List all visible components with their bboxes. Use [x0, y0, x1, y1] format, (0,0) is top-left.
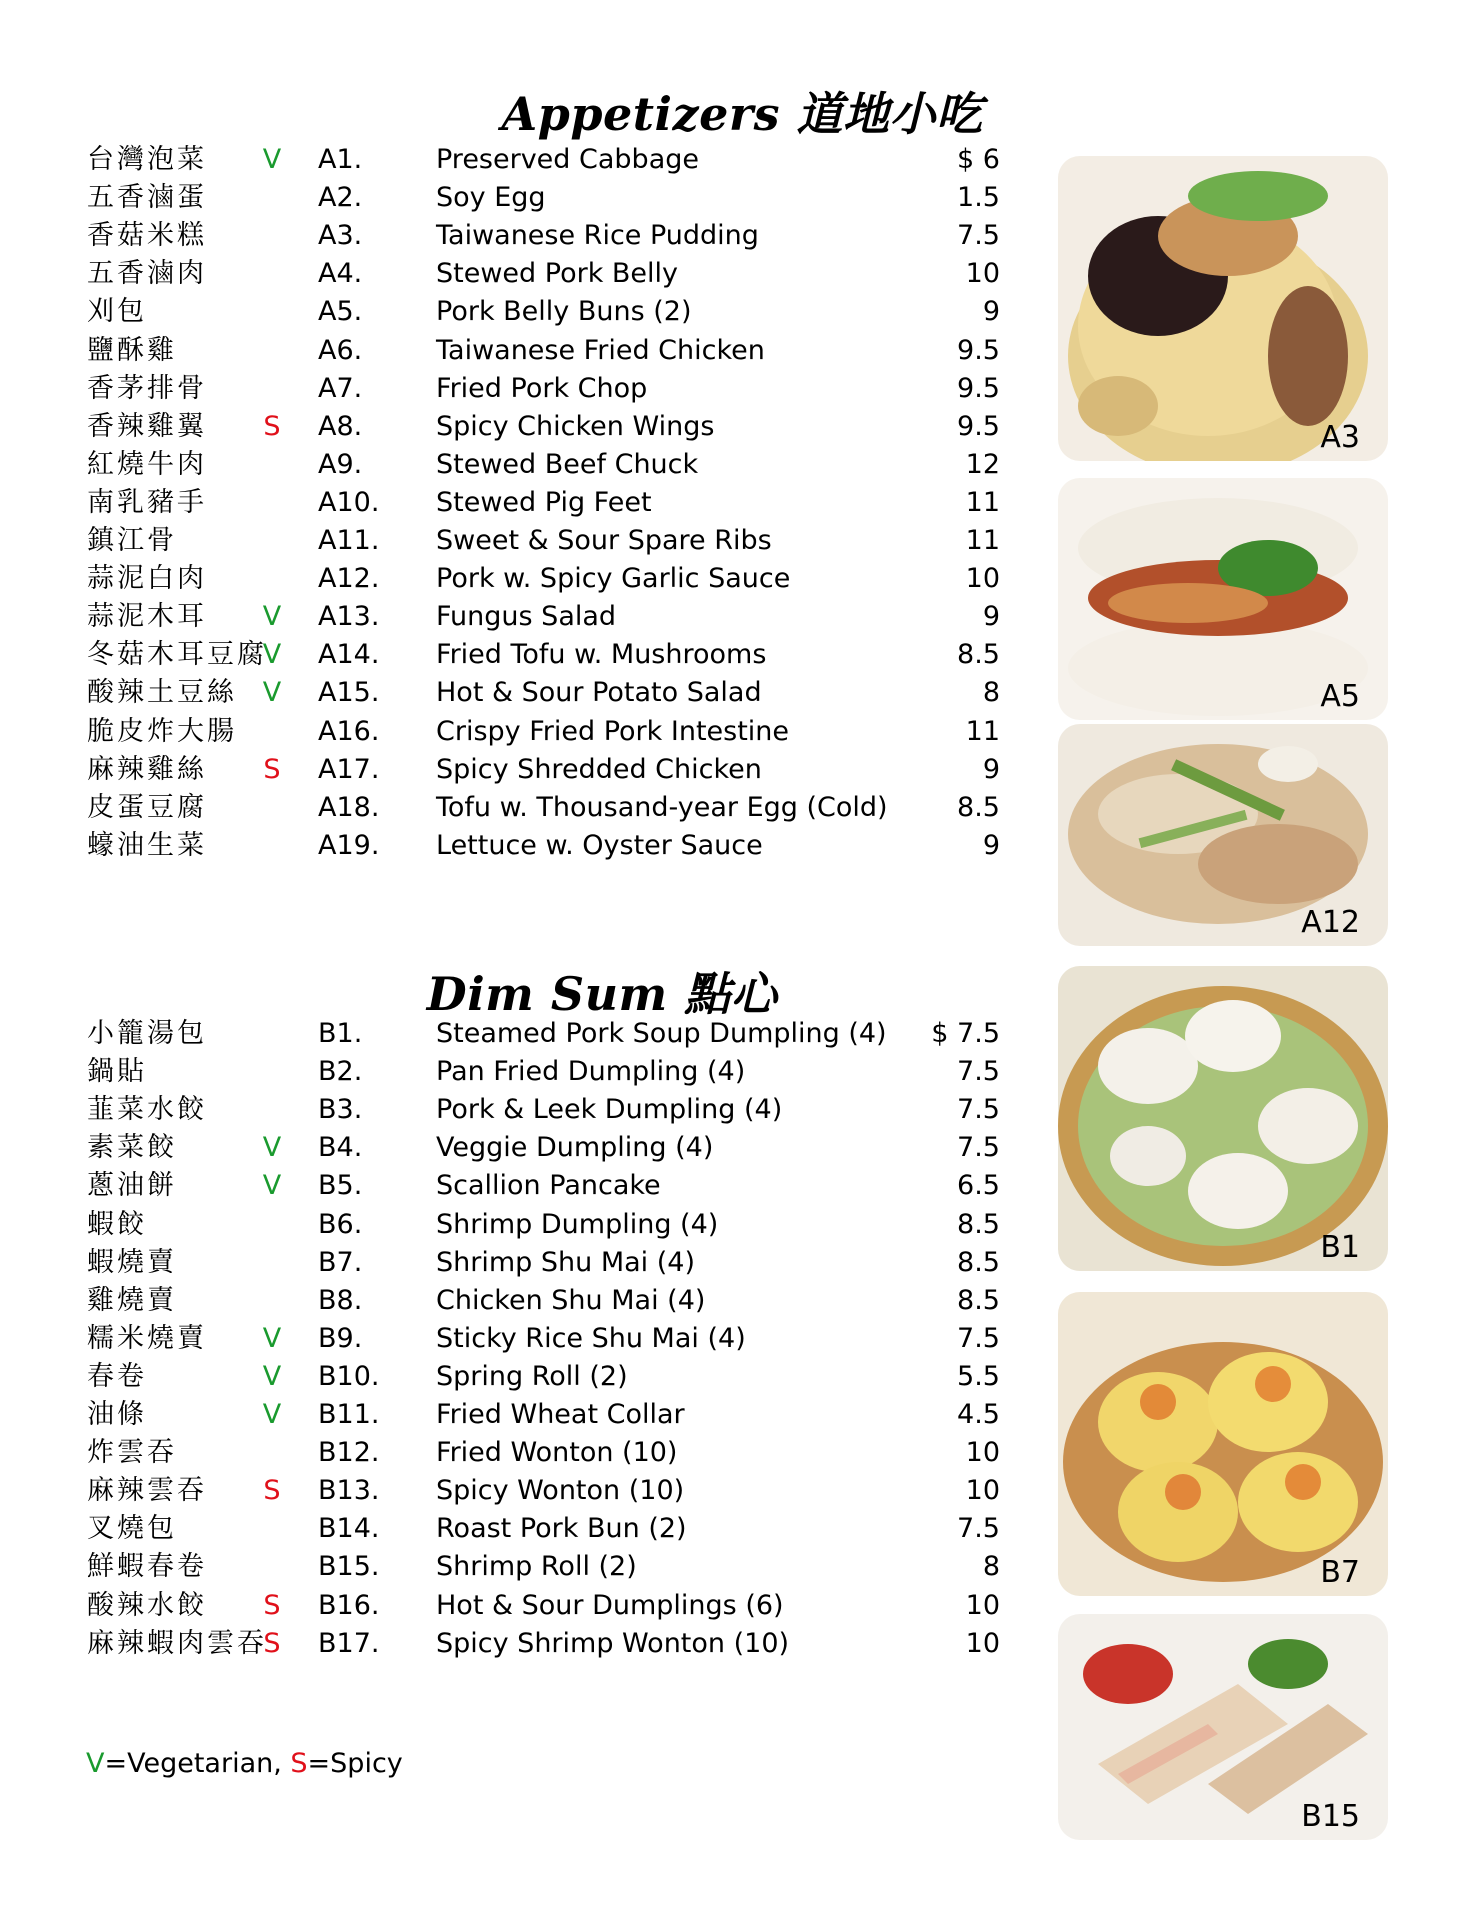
item-chinese-name: 春卷 [87, 1360, 147, 1392]
item-name: Steamed Pork Soup Dumpling (4) [436, 1018, 887, 1049]
item-name: Spicy Chicken Wings [436, 410, 715, 442]
item-price: 7.5 [957, 220, 1000, 252]
photo-label-b15: B15 [1301, 1799, 1360, 1834]
photo-label-b1: B1 [1320, 1230, 1360, 1265]
item-name: Soy Egg [436, 182, 546, 214]
legend-spicy-text: =Spicy [307, 1748, 403, 1779]
item-price: 7.5 [957, 1322, 1000, 1354]
item-price: 8.5 [957, 1208, 1000, 1240]
item-price: 9 [982, 753, 1000, 785]
shu-mai-image [1058, 1292, 1388, 1596]
menu-item [0, 1054, 1040, 1090]
menu-item [0, 1207, 1040, 1243]
item-diet-mark: V [262, 1399, 282, 1430]
item-name: Fried Wheat Collar [436, 1399, 685, 1430]
item-price: 10 [965, 1589, 1000, 1621]
item-price: 10 [965, 258, 1000, 290]
item-chinese-name: 南乳豬手 [87, 486, 207, 518]
item-price: 9.5 [957, 372, 1000, 404]
item-code: A5. [318, 296, 363, 328]
item-code: A10. [318, 486, 380, 518]
menu-item [0, 790, 1040, 826]
item-code: A3. [318, 220, 363, 252]
legend-spicy-mark: S [290, 1748, 308, 1779]
photo-a12 [1058, 724, 1388, 946]
menu-item [0, 1168, 1040, 1204]
item-price: $ 7.5 [931, 1018, 1000, 1049]
item-price: 8.5 [957, 639, 1000, 671]
item-name: Shrimp Dumpling (4) [436, 1208, 719, 1240]
item-diet-mark: V [262, 639, 282, 671]
legend-vegetarian-text: =Vegetarian, [104, 1748, 291, 1779]
item-chinese-name: 素菜餃 [87, 1132, 177, 1164]
menu-item [0, 1626, 1040, 1662]
item-name: Pan Fried Dumpling (4) [436, 1056, 746, 1088]
item-name: Crispy Fried Pork Intestine [436, 715, 790, 747]
item-name: Hot & Sour Potato Salad [436, 677, 762, 709]
item-chinese-name: 蒜泥白肉 [87, 563, 207, 595]
item-chinese-name: 炸雲吞 [87, 1437, 177, 1469]
item-name: Stewed Beef Chuck [436, 448, 699, 480]
item-name: Preserved Cabbage [436, 144, 699, 175]
item-chinese-name: 糯米燒賣 [87, 1322, 207, 1354]
menu-item [0, 675, 1040, 711]
item-chinese-name: 香辣雞翼 [87, 410, 207, 442]
item-code: B17. [318, 1627, 380, 1659]
item-price: 10 [965, 1437, 1000, 1469]
menu-item [0, 523, 1040, 559]
item-chinese-name: 蒜泥木耳 [87, 601, 207, 633]
item-chinese-name: 鮮蝦春卷 [87, 1551, 207, 1583]
item-code: B9. [318, 1322, 363, 1354]
item-code: B14. [318, 1513, 380, 1545]
menu-item [0, 1359, 1040, 1395]
item-name: Tofu w. Thousand-year Egg (Cold) [436, 791, 888, 823]
item-name: Pork & Leek Dumpling (4) [436, 1094, 783, 1126]
item-chinese-name: 香菇米糕 [87, 220, 207, 252]
item-price: 4.5 [957, 1399, 1000, 1430]
item-code: A15. [318, 677, 380, 709]
item-diet-mark: S [263, 1627, 281, 1659]
appetizers-title: Appetizers 道地小吃 [501, 87, 983, 141]
item-price: 8.5 [957, 1284, 1000, 1316]
menu-item [0, 1397, 1040, 1433]
menu-item [0, 1549, 1040, 1585]
menu-item [0, 333, 1040, 369]
menu-item [0, 714, 1040, 750]
menu-item [0, 637, 1040, 673]
photo-a5 [1058, 478, 1388, 720]
item-price: 8.5 [957, 791, 1000, 823]
menu-item [0, 828, 1040, 864]
item-chinese-name: 脆皮炸大腸 [87, 715, 237, 747]
item-name: Fried Wonton (10) [436, 1437, 678, 1469]
item-chinese-name: 油條 [87, 1399, 147, 1430]
item-code: A14. [318, 639, 380, 671]
item-name: Scallion Pancake [436, 1170, 661, 1202]
item-diet-mark: V [262, 144, 282, 175]
item-price: 9 [982, 296, 1000, 328]
item-name: Veggie Dumpling (4) [436, 1132, 714, 1164]
photo-b15 [1058, 1614, 1388, 1840]
item-code: B7. [318, 1246, 363, 1278]
item-name: Taiwanese Fried Chicken [436, 334, 765, 366]
dim-sum-title: Dim Sum 點心 [426, 967, 778, 1021]
item-diet-mark: V [262, 601, 282, 633]
menu-item [0, 1092, 1040, 1128]
item-diet-mark: S [263, 410, 281, 442]
item-chinese-name: 麻辣雲吞 [87, 1475, 207, 1507]
item-name: Roast Pork Bun (2) [436, 1513, 687, 1545]
photo-a3 [1058, 156, 1388, 461]
item-code: B10. [318, 1360, 380, 1392]
menu-item [0, 218, 1040, 254]
item-chinese-name: 紅燒牛肉 [87, 448, 207, 480]
item-code: B12. [318, 1437, 380, 1469]
menu-item [0, 1511, 1040, 1547]
item-price: 11 [965, 486, 1000, 518]
item-chinese-name: 叉燒包 [87, 1513, 177, 1545]
item-code: A18. [318, 791, 380, 823]
item-code: A17. [318, 753, 380, 785]
item-name: Stewed Pig Feet [436, 486, 652, 518]
menu-item [0, 1473, 1040, 1509]
item-diet-mark: S [263, 1475, 281, 1507]
item-price: 7.5 [957, 1132, 1000, 1164]
photo-b7 [1058, 1292, 1388, 1596]
item-price: 8.5 [957, 1246, 1000, 1278]
item-price: 7.5 [957, 1094, 1000, 1126]
item-name: Spicy Shrimp Wonton (10) [436, 1627, 790, 1659]
item-code: A6. [318, 334, 363, 366]
item-code: A9. [318, 448, 363, 480]
item-name: Fried Tofu w. Mushrooms [436, 639, 767, 671]
item-chinese-name: 台灣泡菜 [87, 144, 207, 175]
legend [86, 1746, 403, 1782]
menu-item [0, 1130, 1040, 1166]
item-price: 10 [965, 563, 1000, 595]
item-name: Pork Belly Buns (2) [436, 296, 692, 328]
item-price: 9.5 [957, 334, 1000, 366]
item-diet-mark: S [263, 753, 281, 785]
item-code: A7. [318, 372, 363, 404]
item-name: Spring Roll (2) [436, 1360, 628, 1392]
menu-item [0, 599, 1040, 635]
menu-item [0, 1435, 1040, 1471]
item-price: 7.5 [957, 1056, 1000, 1088]
item-chinese-name: 雞燒賣 [87, 1284, 177, 1316]
menu-item [0, 485, 1040, 521]
menu-item [0, 409, 1040, 445]
item-code: B8. [318, 1284, 363, 1316]
item-price: 11 [965, 715, 1000, 747]
item-chinese-name: 韮菜水餃 [87, 1094, 207, 1126]
item-code: B15. [318, 1551, 380, 1583]
item-diet-mark: S [263, 1589, 281, 1621]
item-price: 9 [982, 829, 1000, 861]
photo-label-a5: A5 [1320, 679, 1360, 714]
item-name: Shrimp Roll (2) [436, 1551, 637, 1583]
soup-dumpling-image [1058, 966, 1388, 1271]
item-name: Taiwanese Rice Pudding [436, 220, 759, 252]
item-name: Fried Pork Chop [436, 372, 648, 404]
item-price: 11 [965, 525, 1000, 556]
item-chinese-name: 酸辣土豆絲 [87, 677, 237, 709]
item-diet-mark: V [262, 1322, 282, 1354]
item-chinese-name: 蠔油生菜 [87, 829, 207, 861]
item-code: B2. [318, 1056, 363, 1088]
photo-label-b7: B7 [1320, 1555, 1360, 1590]
item-price: $ 6 [957, 144, 1000, 175]
item-price: 12 [965, 448, 1000, 480]
item-code: B5. [318, 1170, 363, 1202]
photo-label-a3: A3 [1320, 420, 1360, 455]
item-code: A8. [318, 410, 363, 442]
item-price: 1.5 [957, 182, 1000, 214]
item-chinese-name: 五香滷蛋 [87, 182, 207, 214]
menu-item [0, 1588, 1040, 1624]
item-chinese-name: 麻辣雞絲 [87, 753, 207, 785]
item-code: B3. [318, 1094, 363, 1126]
item-code: B1. [318, 1018, 363, 1049]
item-code: A12. [318, 563, 380, 595]
item-price: 8 [982, 677, 1000, 709]
menu-item [0, 1321, 1040, 1357]
menu-item [0, 447, 1040, 483]
item-price: 9 [982, 601, 1000, 633]
menu-item [0, 752, 1040, 788]
item-price: 9.5 [957, 410, 1000, 442]
item-name: Pork w. Spicy Garlic Sauce [436, 563, 791, 595]
photo-label-a12: A12 [1301, 905, 1360, 940]
item-code: B13. [318, 1475, 380, 1507]
item-price: 7.5 [957, 1513, 1000, 1545]
item-name: Fungus Salad [436, 601, 617, 633]
menu-item [0, 1245, 1040, 1281]
item-code: B11. [318, 1399, 380, 1430]
item-chinese-name: 刈包 [87, 296, 147, 328]
item-diet-mark: V [262, 1360, 282, 1392]
item-chinese-name: 麻辣蝦肉雲吞 [87, 1627, 267, 1659]
item-name: Sweet & Sour Spare Ribs [436, 525, 772, 556]
item-chinese-name: 酸辣水餃 [87, 1589, 207, 1621]
item-chinese-name: 鍋貼 [87, 1056, 147, 1088]
menu-item [0, 256, 1040, 292]
item-name: Lettuce w. Oyster Sauce [436, 829, 763, 861]
item-name: Spicy Wonton (10) [436, 1475, 685, 1507]
item-name: Stewed Pork Belly [436, 258, 679, 290]
item-diet-mark: V [262, 677, 282, 709]
menu-item [0, 1283, 1040, 1319]
item-chinese-name: 蝦餃 [87, 1208, 147, 1240]
item-chinese-name: 香茅排骨 [87, 372, 207, 404]
item-code: A16. [318, 715, 380, 747]
item-name: Hot & Sour Dumplings (6) [436, 1589, 784, 1621]
menu-item [0, 1016, 1040, 1052]
item-chinese-name: 小籠湯包 [87, 1018, 207, 1049]
photo-b1 [1058, 966, 1388, 1271]
item-code: B16. [318, 1589, 380, 1621]
item-name: Chicken Shu Mai (4) [436, 1284, 706, 1316]
item-code: A4. [318, 258, 363, 290]
item-code: B6. [318, 1208, 363, 1240]
rice-pudding-image [1058, 156, 1388, 461]
menu-item [0, 142, 1040, 178]
menu-item [0, 180, 1040, 216]
menu-item [0, 371, 1040, 407]
item-name: Spicy Shredded Chicken [436, 753, 762, 785]
item-price: 6.5 [957, 1170, 1000, 1202]
item-chinese-name: 蔥油餅 [87, 1170, 177, 1202]
item-price: 5.5 [957, 1360, 1000, 1392]
item-diet-mark: V [262, 1132, 282, 1164]
item-diet-mark: V [262, 1170, 282, 1202]
item-code: A2. [318, 182, 363, 214]
menu-item [0, 561, 1040, 597]
item-code: A19. [318, 829, 380, 861]
item-price: 10 [965, 1475, 1000, 1507]
item-price: 10 [965, 1627, 1000, 1659]
item-chinese-name: 冬菇木耳豆腐 [87, 639, 267, 671]
item-price: 8 [982, 1551, 1000, 1583]
item-code: A1. [318, 144, 363, 175]
item-chinese-name: 鹽酥雞 [87, 334, 177, 366]
item-code: A11. [318, 525, 380, 556]
item-code: B4. [318, 1132, 363, 1164]
menu-item [0, 294, 1040, 330]
item-name: Shrimp Shu Mai (4) [436, 1246, 695, 1278]
legend-vegetarian-mark: V [86, 1748, 105, 1779]
item-code: A13. [318, 601, 380, 633]
item-name: Sticky Rice Shu Mai (4) [436, 1322, 746, 1354]
item-chinese-name: 鎮江骨 [87, 525, 177, 556]
item-chinese-name: 蝦燒賣 [87, 1246, 177, 1278]
item-chinese-name: 皮蛋豆腐 [87, 791, 207, 823]
item-chinese-name: 五香滷肉 [87, 258, 207, 290]
